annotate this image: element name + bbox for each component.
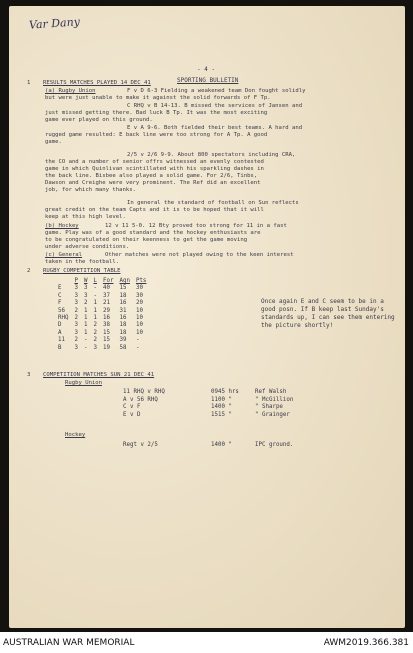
archive-footer [0,632,413,653]
stat-cell: 1 [83,307,88,314]
stat-cell: 2 [74,337,78,344]
fixture-time: 1100 " [211,396,232,403]
result-line: 2/5 v 2/6 9-9. About 800 spectators including CRA, [127,152,296,158]
team-cell: RHQ [58,315,69,322]
result-line: just missed getting there. Bad luck B Tp. It was the most exciting [45,110,268,116]
result-line: great credit on the team Capts and it is to be hoped that it will [45,207,264,213]
stat-cell: 31 [119,307,127,314]
stat-cell: 38 [102,322,110,329]
rugby-union-fixtures-label: Rugby Union [65,380,103,386]
handwritten-note: Var Dany [28,15,81,32]
stat-cell: 1 [83,315,88,322]
table-row [55,322,149,329]
fixture-time: 1400 " [211,404,232,411]
stat-cell: 3 [74,285,78,292]
stat-cell: 2 [83,300,88,307]
stat-cell: 15 [119,285,127,292]
result-line: taken in the football. [45,259,120,265]
result-line: In general the standard of football on Sun reflects [127,200,299,206]
result-line: F v D 6-3 Fielding a weakened team Don fought solidly [127,88,306,94]
fixture-referee: " Grainger [255,411,290,418]
fixture-referee: " McGillion [255,396,294,403]
general-label: (c) General [45,252,83,258]
fixture-time: 1515 " [211,411,232,418]
table-header-row [55,278,149,285]
fixture-match: C v F [123,404,141,411]
result-line: the CO and a number of senior offrs witnessed an evenly contested [45,159,264,165]
stat-cell: 3 [74,322,78,329]
fixture-referee: " Sharpe [255,404,283,411]
stat-cell: 1 [93,300,97,307]
team-cell: B [58,344,62,351]
column-header: L [93,278,97,285]
stat-cell: 1 [83,322,88,329]
fixture-row [119,404,297,412]
competition-table [55,278,149,352]
stat-cell: - [135,337,140,344]
footer-accession-number: AWM2019.366.381 [323,638,409,648]
table-row [55,300,149,307]
column-header: For [102,278,114,285]
fixture-time: 1400 " [211,442,232,449]
fixture-match: A v 56 RHQ [123,396,158,403]
team-cell: D [58,322,62,329]
stat-cell: 3 [74,300,78,307]
team-cell: C [58,292,62,299]
stat-cell: 37 [102,292,110,299]
team-cell: F [58,300,62,307]
hockey-fixture-table [119,442,297,450]
stat-cell: 16 [119,315,127,322]
bulletin-title: SPORTING BULLETIN [177,77,239,84]
result-line: C RHQ v B 14-13. B missed the services of Jansen and [127,103,303,109]
result-line: Other matches were not played owing to the keen interest [105,252,294,258]
stat-cell: 15 [102,337,110,344]
table-row [55,345,149,352]
stat-cell: 10 [135,329,143,336]
stat-cell: 3 [83,285,88,292]
fixture-match: 11 RHQ v RHQ [123,389,165,396]
stat-cell: 2 [74,307,78,314]
section-2-number: 2 [27,268,31,274]
table-row [55,293,149,300]
result-line: 12 v 11 5-0. 12 Bty proved too strong for 11 in a fast [105,223,287,229]
column-header: Agn [119,278,130,285]
column-header [55,278,71,285]
result-line: game ever played on this ground. [45,117,153,123]
result-line: Dawson and Creighe were very prominent. The Ref did an excellent [45,180,261,186]
result-line: but were just unable to make it against the solid forwards of F Tp. [45,95,271,101]
stat-cell: 30 [135,285,143,292]
section-1-number: 1 [27,80,31,86]
stat-cell: 10 [135,307,143,314]
hockey-fixtures-label: Hockey [65,432,86,438]
table-row [55,285,149,292]
stat-cell: - [93,292,97,299]
result-line: to be congratulated on their keenness to get the game moving [45,237,248,243]
stat-cell: 3 [93,344,97,351]
stat-cell: 19 [102,344,110,351]
rugby-union-label: (a) Rugby Union [45,88,96,94]
stat-cell: 10 [135,315,143,322]
result-line: the back line. Bisbee also played a solid game. For 2/6, Tinbs, [45,173,258,179]
stat-cell: 18 [119,329,127,336]
document-page [9,6,405,628]
fixture-row [119,412,297,420]
result-line: game. [45,139,62,145]
table-row [55,330,149,337]
result-line: E v A 9-6. Both fielded their best teams. A hard and [127,125,303,131]
stat-cell: 10 [135,322,143,329]
fixtures-table [119,389,297,419]
result-line: game in which Quinlivan scintillated with his sparkling dashes in [45,166,264,172]
stat-cell: 20 [135,300,143,307]
team-cell: 11 [58,337,65,344]
stat-cell: 30 [135,292,143,299]
table-side-note: Once again E and C seem to be in a good posn. If B keep last Sunday's standards up, I can see them entering the picture shortly! [261,298,395,329]
column-header: Pts [135,278,147,285]
stat-cell: 15 [102,329,110,336]
team-cell: A [58,329,62,336]
fixture-time: 0945 hrs [211,389,239,396]
fixture-row [119,397,297,405]
stat-cell: 16 [119,300,127,307]
stat-cell: 3 [83,292,88,299]
section-2-heading: RUGBY COMPETITION TABLE [43,268,121,274]
stat-cell: 18 [119,292,127,299]
table-row [55,337,149,344]
team-cell: 56 [58,307,65,314]
column-header: P [74,278,78,285]
column-header: W [83,278,88,285]
stat-cell: 29 [102,307,110,314]
footer-institution: AUSTRALIAN WAR MEMORIAL [3,638,135,648]
table-row [55,308,149,315]
stat-cell: - [83,337,88,344]
stat-cell: 58 [119,344,127,351]
stat-cell: 18 [119,322,127,329]
hockey-label: (b) Hockey [45,223,79,229]
result-line: under adverse conditions. [45,244,130,250]
stat-cell: 1 [93,307,97,314]
stat-cell: - [93,285,97,292]
stat-cell: 2 [93,329,97,336]
stat-cell: - [83,344,88,351]
section-3-heading: COMPETITION MATCHES SUN 21 DEC 41 [43,372,155,378]
fixture-match: Regt v 2/5 [123,442,158,449]
fixture-venue: IPC ground. [255,442,294,449]
fixture-match: E v D [123,411,141,418]
stat-cell: 1 [83,329,88,336]
stat-cell: 39 [119,337,127,344]
table-row [55,315,149,322]
stat-cell: 1 [93,315,97,322]
stat-cell: 40 [102,285,110,292]
section-1-heading: RESULTS MATCHES PLAYED 14 DEC 41 [43,80,151,86]
result-line: rugged game resulted: E back line were too strong for A Tp. A good [45,132,268,138]
stat-cell: 3 [74,344,78,351]
result-line: keep at this high level. [45,214,126,220]
stat-cell: - [135,344,140,351]
fixture-row [119,389,297,397]
stat-cell: 3 [74,292,78,299]
stat-cell: 2 [93,322,97,329]
stat-cell: 3 [74,329,78,336]
stat-cell: 2 [74,315,78,322]
stat-cell: 21 [102,300,110,307]
fixture-row [119,442,297,450]
page-number: - 4 - [197,66,216,73]
result-line: game. Play was of a good standard and the hockey enthusiasts are [45,230,261,236]
stat-cell: 2 [93,337,97,344]
result-line: job, for which many thanks. [45,187,136,193]
stat-cell: 16 [102,315,110,322]
fixture-referee: Ref Walsh [255,389,287,396]
section-3-number: 3 [27,372,31,378]
team-cell: E [58,285,62,292]
